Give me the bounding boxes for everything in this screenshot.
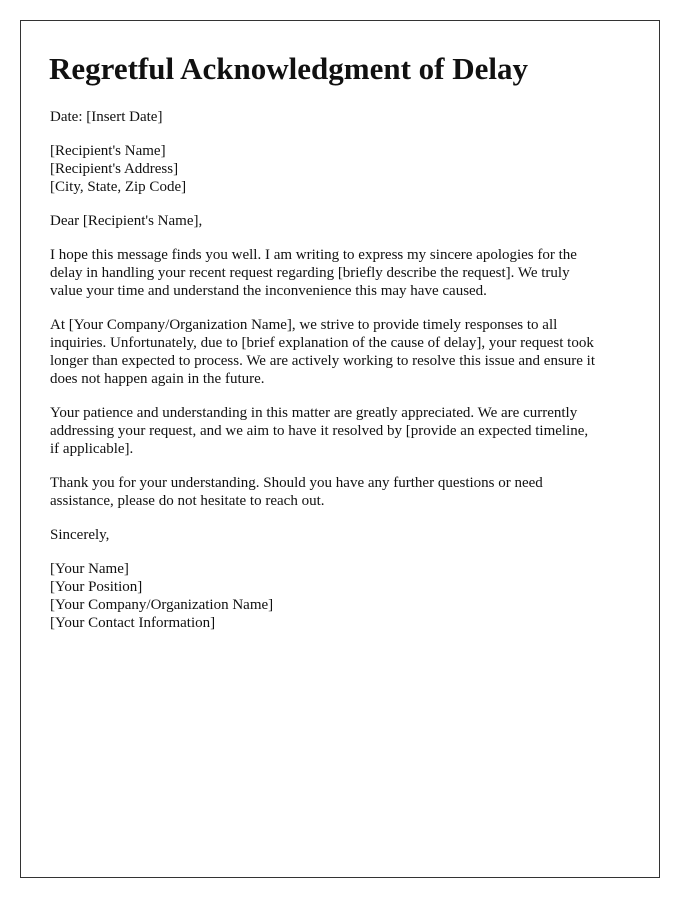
sender-name: [Your Name] [50,561,129,577]
closing: Sincerely, [50,527,110,543]
sender-contact: [Your Contact Information] [50,615,216,631]
recipient-block [50,142,640,196]
salutation: Dear [Recipient's Name], [50,213,203,229]
paragraph-line: delay in handling your recent request regarding [briefly describe the request]. We truly [50,265,570,281]
sender-company: [Your Company/Organization Name] [50,597,274,613]
paragraph-line: At [Your Company/Organization Name], we strive to provide timely responses to all [50,317,558,333]
paragraph-apology [50,246,640,300]
paragraph-line: longer than expected to process. We are actively working to resolve this issue and ensure it [50,353,596,369]
paragraph-line: addressing your request, and we aim to have it resolved by [provide an expected timeline, [50,423,589,439]
paragraph-line: inquiries. Unfortunately, due to [brief explanation of the cause of delay], your request took [50,335,594,351]
date-line: Date: [Insert Date] [50,109,163,125]
paragraph-cause [50,316,640,388]
recipient-name: [Recipient's Name] [50,143,166,159]
paragraph-line: assistance, please do not hesitate to reach out. [50,493,325,509]
paragraph-line: I hope this message finds you well. I am writing to express my sincere apologies for the [50,247,577,263]
signature-block [50,560,640,632]
letter-page [20,20,660,878]
paragraph-line: does not happen again in the future. [50,371,265,387]
paragraph-timeline [50,404,640,458]
letter-title: Regretful Acknowledgment of Delay [49,51,529,86]
paragraph-line: Your patience and understanding in this matter are greatly appreciated. We are currently [50,405,578,421]
recipient-address: [Recipient's Address] [50,161,179,177]
paragraph-line: Thank you for your understanding. Should you have any further questions or need [50,475,543,491]
sender-position: [Your Position] [50,579,143,595]
paragraph-thanks [50,474,640,510]
paragraph-line: value your time and understand the inconvenience this may have caused. [50,283,487,299]
paragraph-line: if applicable]. [50,441,134,457]
letter-body [50,108,640,648]
recipient-city-state-zip: [City, State, Zip Code] [50,179,187,195]
